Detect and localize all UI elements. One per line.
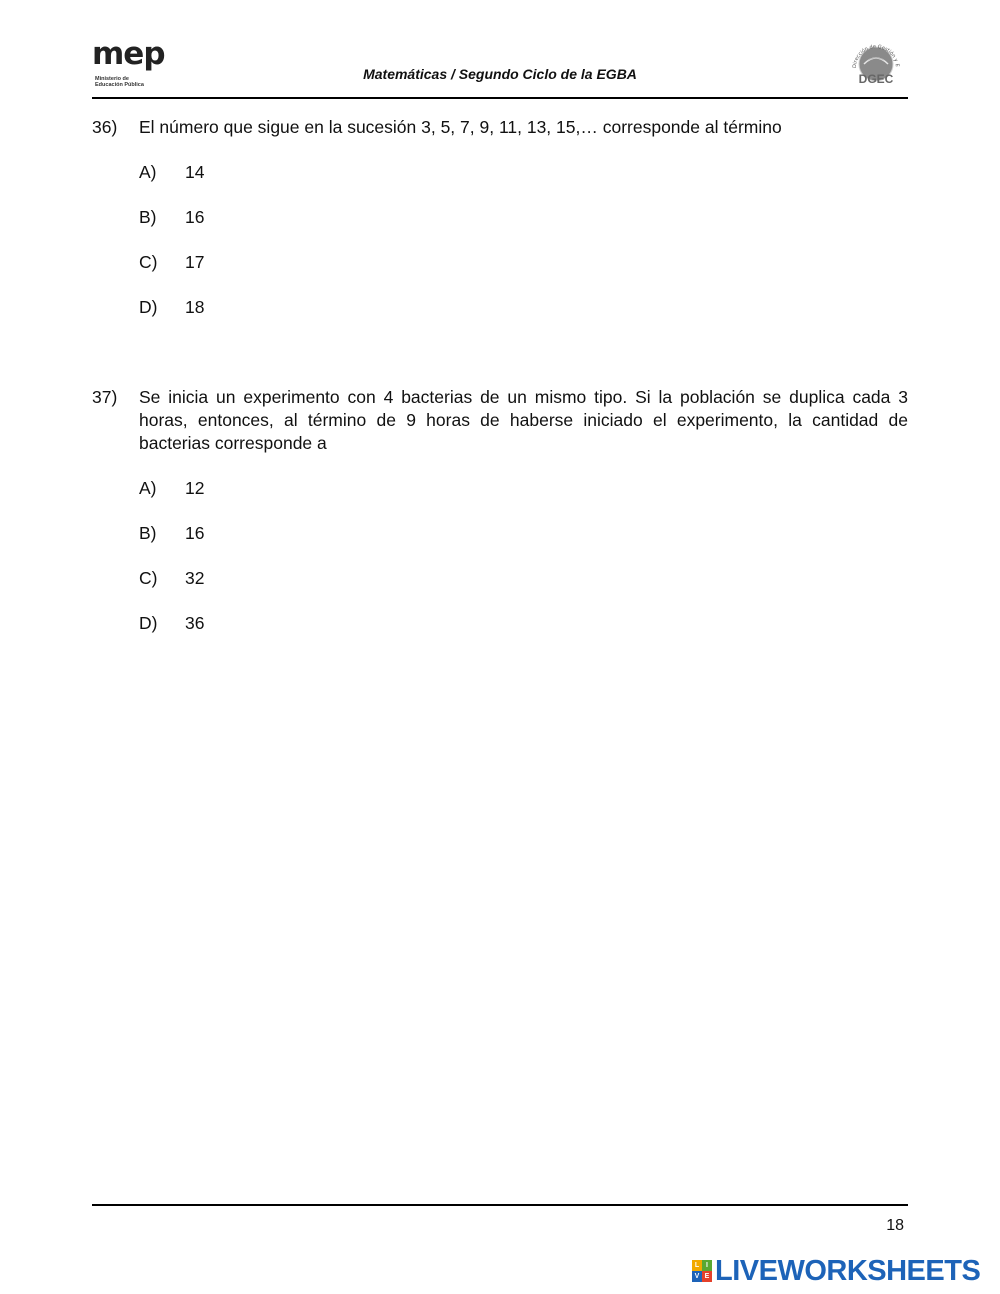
answer-option-d[interactable] [139,296,908,319]
answer-option-d[interactable] [139,612,908,635]
option-letter: C) [139,568,158,588]
answer-option-c[interactable] [139,251,908,274]
question-number: 37) [92,387,118,407]
answer-option-c[interactable] [139,567,908,590]
answer-option-b[interactable] [139,522,908,545]
option-letter: C) [139,252,158,272]
option-value: 18 [185,297,205,317]
mep-logo-word: mep [92,36,165,72]
option-letter: A) [139,162,157,182]
answer-option-a[interactable] [139,477,908,500]
option-letter: B) [139,523,157,543]
option-value: 32 [185,568,205,588]
question-text: Se inicia un experimento con 4 bacterias de un mismo tipo. Si la población se duplica cada 3 horas, entonces, al término de 9 horas de haberse iniciado el experimento, la cantidad de bacterias corresponde a [139,387,908,453]
document-title: Matemáticas / Segundo Ciclo de la EGBA [363,66,637,82]
option-letter: D) [139,297,158,317]
option-letter: D) [139,613,158,633]
dgec-ring-text: Dirección de Gestión y E [851,43,901,69]
question-text: El número que sigue en la sucesión 3, 5, 7, 9, 11, 13, 15,… corresponde al término [139,117,782,137]
page-header [92,38,908,96]
answer-options [139,161,908,319]
option-letter: B) [139,207,157,227]
page-number: 18 [886,1217,904,1234]
header-divider [92,97,908,99]
mep-logo-subtitle-line: Ministerio de [95,76,129,82]
question-number: 36) [92,117,118,137]
option-value: 16 [185,207,205,227]
option-value: 17 [185,252,205,272]
option-value: 16 [185,523,205,543]
answer-option-a[interactable] [139,161,908,184]
option-value: 36 [185,613,205,633]
grid-cell: L [692,1260,702,1271]
liveworksheets-logo[interactable] [692,1254,980,1288]
mep-logo-subtitle-line: Educación Pública [95,82,144,88]
question-36 [92,116,908,341]
question-stem [92,116,908,139]
option-letter: A) [139,478,157,498]
dgec-label: DGEC [858,72,894,86]
liveworksheets-grid-icon [692,1260,712,1282]
liveworksheets-wordmark: LIVEWORKSHEETS [715,1254,981,1287]
answer-options [139,477,908,635]
dgec-logo [846,34,906,94]
question-stem [92,386,908,455]
grid-cell: E [702,1271,712,1282]
footer-divider [92,1204,908,1206]
grid-cell: V [692,1271,702,1282]
option-value: 12 [185,478,205,498]
grid-cell: I [702,1260,712,1271]
option-value: 14 [185,162,205,182]
answer-option-b[interactable] [139,206,908,229]
question-37 [92,386,908,657]
